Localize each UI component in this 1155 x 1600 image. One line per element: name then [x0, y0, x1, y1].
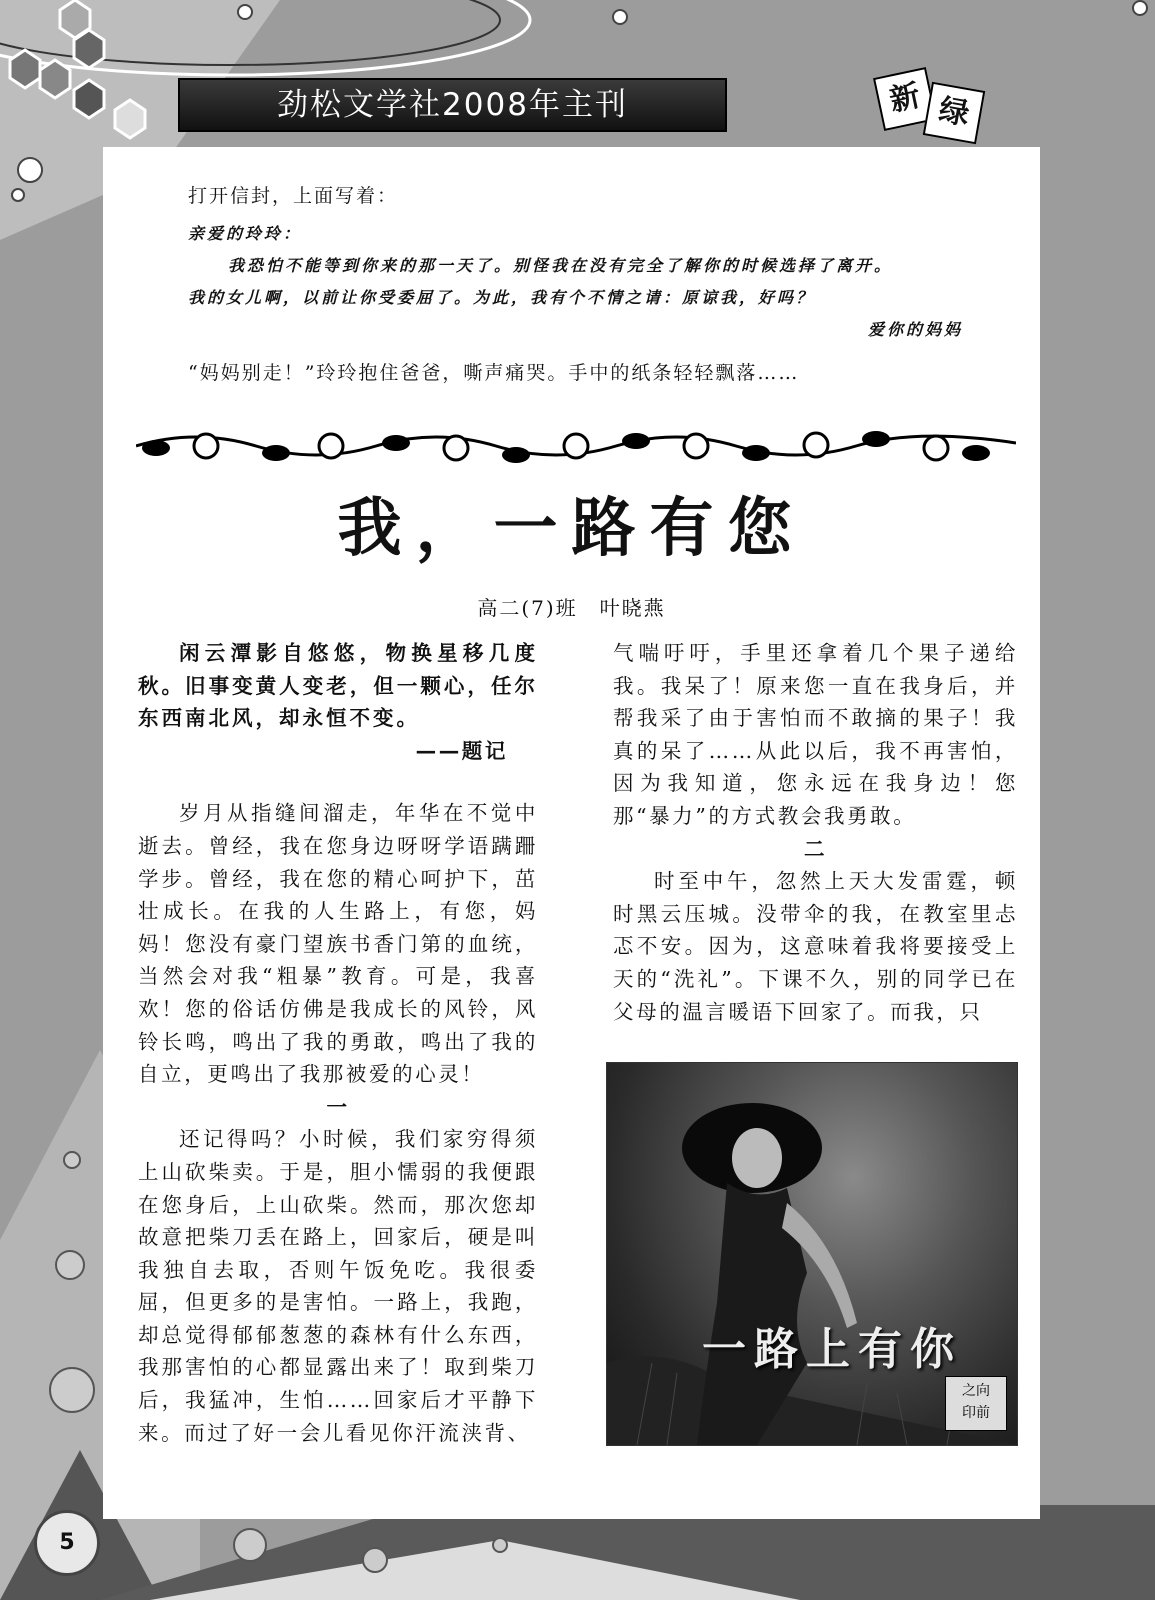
section-number-1: 一	[326, 1094, 350, 1119]
article-byline: 高二(7)班 叶晓燕	[477, 596, 666, 620]
brand-char-xin: 新	[873, 67, 937, 131]
page-paper	[103, 147, 1040, 1519]
paragraph-2: 还记得吗？小时候，我们家穷得须上山砍柴卖。于是，胆小懦弱的我便跟在您身后，上山砍柴。然而，那次您却故意把柴刀丢在路上，回家后，硬是叫我独自去取，否则午饭免吃。我很委屈，但更多的是害怕。一路上，我跑，却总觉得郁郁葱葱的森林有什么东西，我那害怕的心都显露出来了！取到柴刀后，我猛冲，生怕……回家后才平静下来。而过了好一会儿看见你汗流浃背、	[138, 1127, 538, 1445]
article-right-column	[613, 637, 1018, 1028]
epigraph: 闲云潭影自悠悠，物换星移几度秋。旧事变黄人变老，但一颗心，任尔东西南北风，却永恒不变。	[138, 641, 538, 731]
letter-excerpt	[188, 181, 1018, 404]
letter-signature: 爱你的妈妈	[867, 320, 963, 339]
letter-closing: “妈妈别走！”玲玲抱住爸爸，嘶声痛哭。手中的纸条轻轻飘落……	[188, 362, 800, 384]
letter-line-1: 我恐怕不能等到你来的那一天了。别怪我在没有完全了解你的时候选择了离开。	[228, 256, 894, 275]
vine-divider-ornament	[136, 423, 1016, 469]
photo-stamp-line-2: 印前	[962, 1405, 990, 1421]
paragraph-3: 时至中午，忽然上天大发雷霆，顿时黑云压城。没带伞的我，在教室里忐忑不安。因为，这意味着我将要接受上天的“洗礼”。下课不久，别的同学已在父母的温言暖语下回家了。而我，只	[613, 869, 1018, 1024]
photo-stamp	[945, 1376, 1007, 1431]
photo-caption: 一路上有你	[702, 1324, 962, 1375]
letter-lead: 打开信封，上面写着：	[188, 185, 399, 207]
paragraph-1: 岁月从指缝间溜走，年华在不觉中逝去。曾经，我在您身边呀呀学语蹒跚学步。曾经，我在您的精心呵护下，茁壮成长。在我的人生路上，有您，妈妈！您没有豪门望族书香门第的血统，当然会对我“粗暴”教育。可是，我喜欢！您的俗话仿佛是我成长的风铃，风铃长鸣，鸣出了我的勇敢，鸣出了我的自立，更鸣出了我那被爱的心灵！	[138, 801, 538, 1087]
brand-char-lv: 绿	[923, 82, 986, 145]
photo-stamp-line-1: 之向	[962, 1383, 990, 1399]
paragraph-2-continued: 气喘吁吁，手里还拿着几个果子递给我。我呆了！原来您一直在我身后，并帮我采了由于害怕而不敢摘的果子！我真的呆了……从此以后，我不再害怕，因为我知道，您永远在我身边！您那“暴力”的方式教会我勇敢。	[613, 641, 1018, 828]
article-title: 我，一路有您	[337, 491, 806, 566]
illustration-photo	[606, 1062, 1018, 1446]
section-number-2: 二	[803, 836, 828, 861]
magazine-header-title: 劲松文学社2008年主刊	[178, 78, 727, 132]
letter-line-2: 我的女儿啊，以前让你受委屈了。为此，我有个不情之请：原谅我，好吗？	[188, 288, 816, 307]
letter-salutation: 亲爱的玲玲：	[188, 224, 303, 243]
article-left-column	[138, 637, 538, 1449]
page-number: 5	[34, 1510, 100, 1576]
epigraph-signature: ——题记	[415, 738, 508, 763]
